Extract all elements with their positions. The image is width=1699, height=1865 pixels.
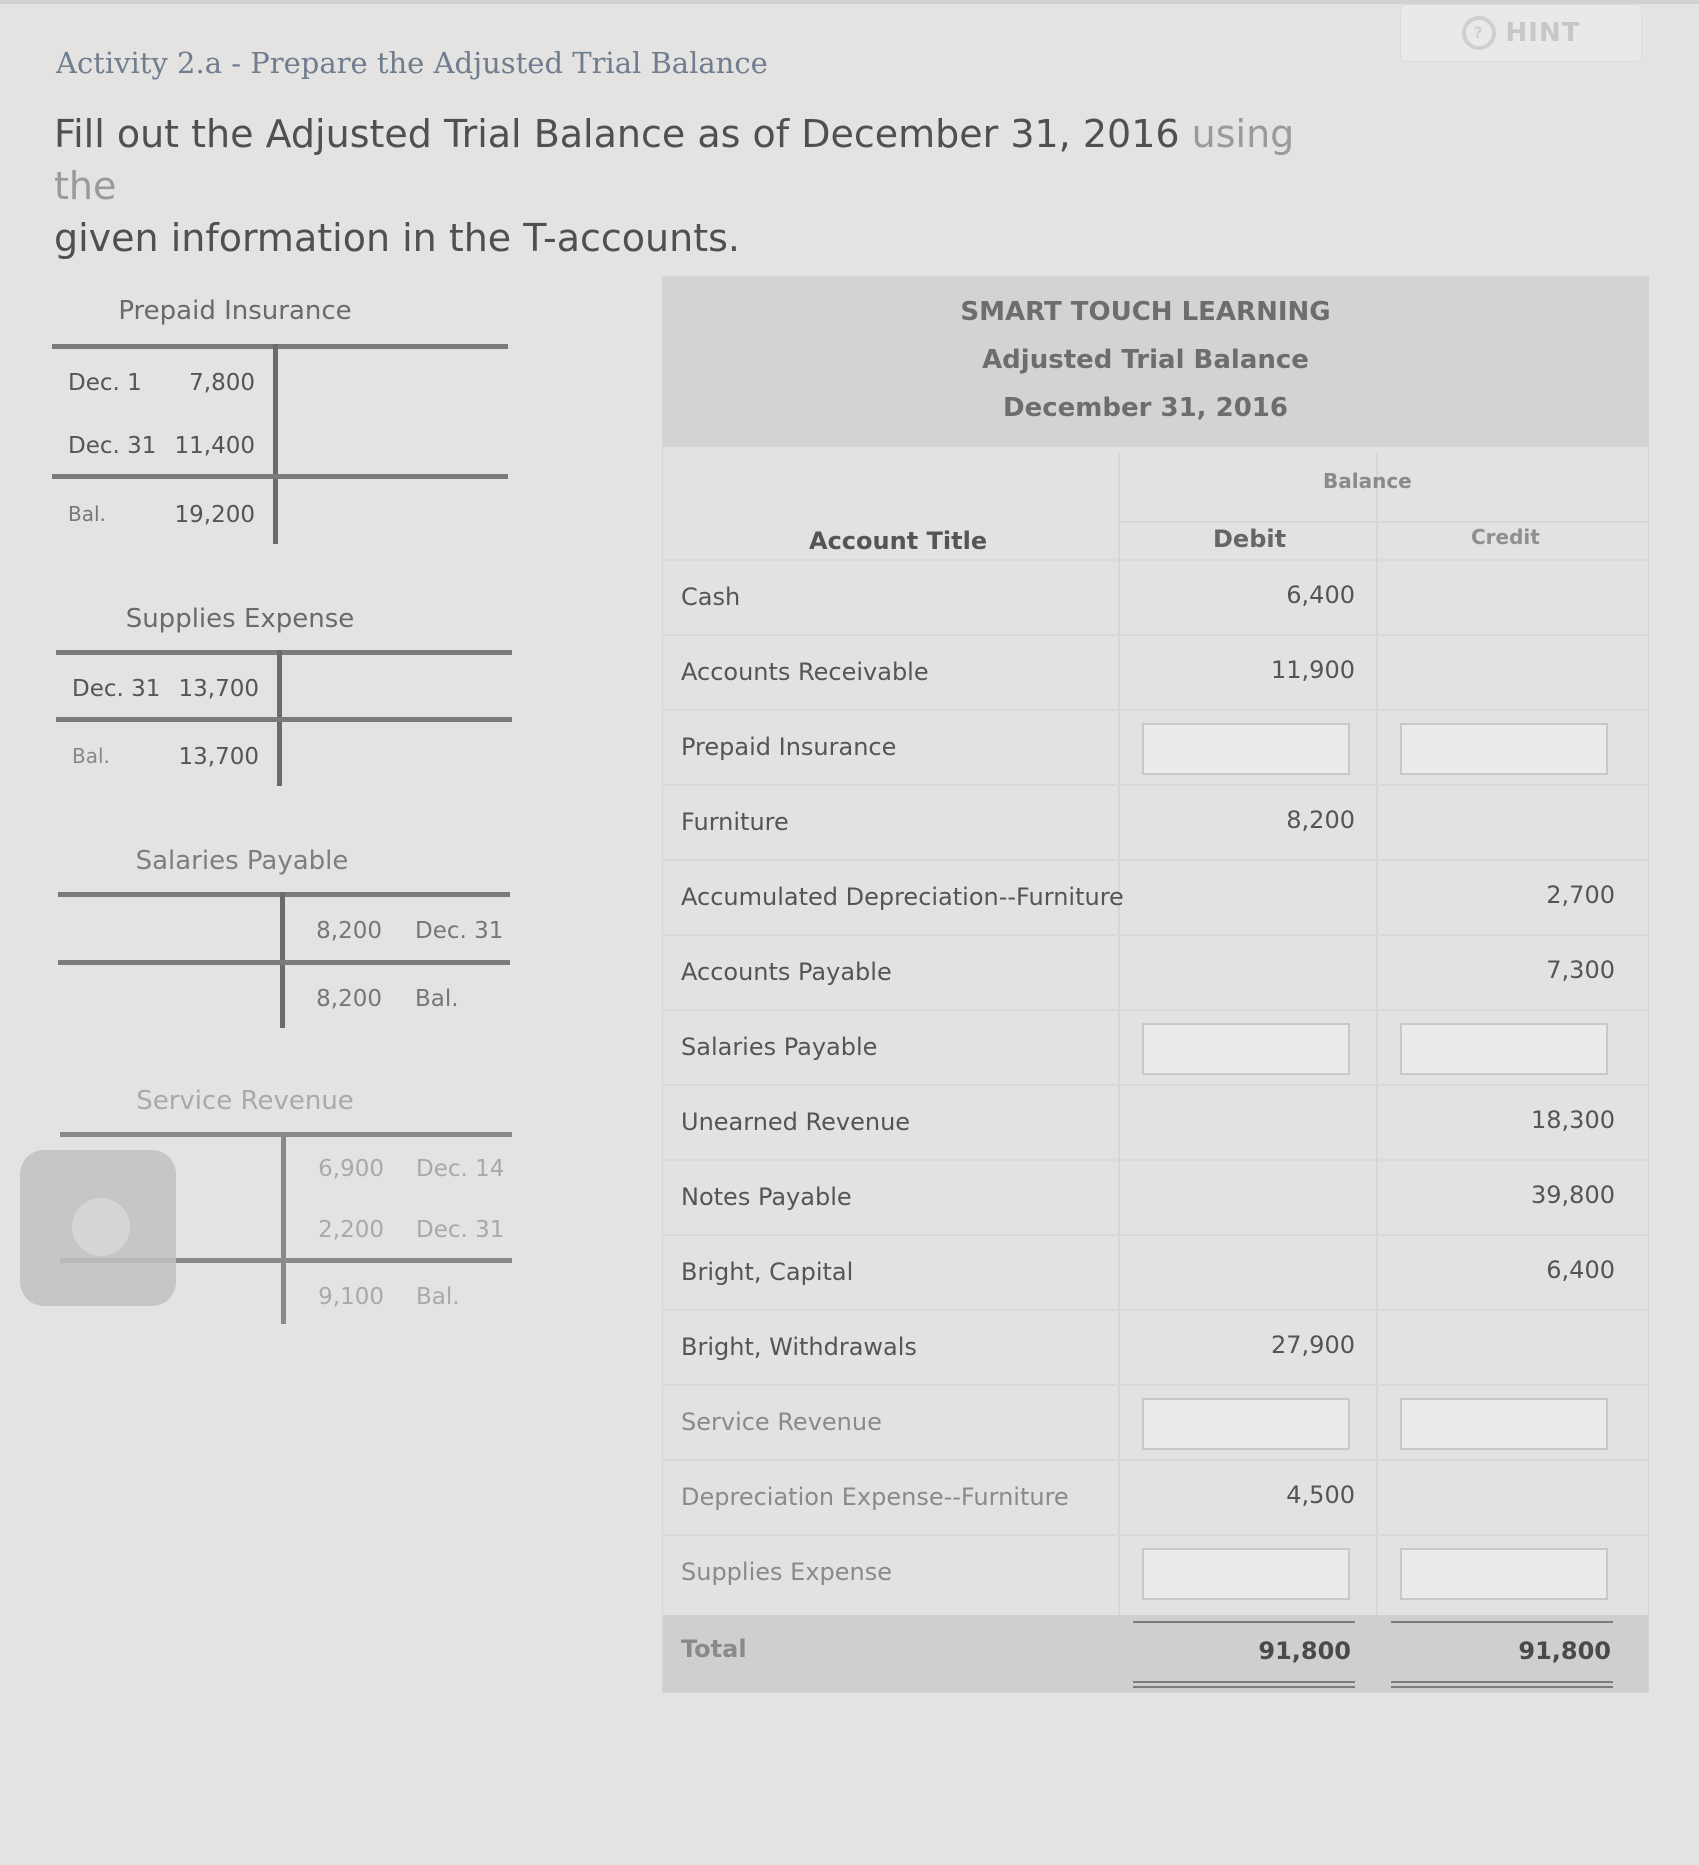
- account-title-cell: Bright, Withdrawals: [681, 1333, 917, 1361]
- double-underline: [1391, 1686, 1613, 1688]
- debit-input[interactable]: [1142, 1548, 1350, 1600]
- account-title-cell: Service Revenue: [681, 1408, 882, 1436]
- hint-button[interactable]: [1400, 4, 1642, 62]
- t-account-top-rule: [52, 344, 508, 349]
- account-title-cell: Supplies Expense: [681, 1558, 892, 1586]
- instruction-rest: given information in the T-accounts.: [54, 216, 740, 260]
- t-account-balance-rule: [52, 474, 508, 479]
- table-row: [663, 1234, 1648, 1311]
- account-title-cell: Depreciation Expense--Furniture: [681, 1483, 1069, 1511]
- account-title-cell: Bright, Capital: [681, 1258, 854, 1286]
- t-account-balance-rule: [56, 717, 512, 722]
- account-title-cell: Accumulated Depreciation--Furniture: [681, 883, 1124, 911]
- balance-header-rule: [1118, 521, 1648, 523]
- debit-input[interactable]: [1142, 1023, 1350, 1075]
- account-title-cell: Accounts Payable: [681, 958, 892, 986]
- company-name: SMART TOUCH LEARNING: [960, 297, 1331, 327]
- t-entry-amount: 2,200: [318, 1217, 384, 1243]
- col-credit: Credit: [1471, 525, 1540, 549]
- table-row: [663, 709, 1648, 786]
- account-title-cell: Accounts Receivable: [681, 658, 929, 686]
- table-row: [663, 1534, 1648, 1611]
- table-row: [663, 1084, 1648, 1161]
- t-balance-label: Bal.: [72, 744, 110, 768]
- total-label: Total: [681, 1635, 747, 1663]
- t-account-top-rule: [56, 650, 512, 655]
- t-balance-label: Bal.: [68, 502, 106, 526]
- table-row: [663, 1159, 1648, 1236]
- table-row: [663, 634, 1648, 711]
- t-account-title: Salaries Payable: [135, 846, 349, 876]
- t-entry-date: Dec. 1: [68, 370, 142, 396]
- adjusted-trial-balance-table: [662, 276, 1649, 1693]
- table-header: [663, 277, 1648, 447]
- assistive-knob-icon: [72, 1198, 130, 1256]
- single-underline: [1133, 1621, 1355, 1623]
- account-title-cell: Prepaid Insurance: [681, 733, 897, 761]
- t-account-salaries-payable: [58, 840, 518, 1040]
- debit-input[interactable]: [1142, 723, 1350, 775]
- credit-amount: 2,700: [1546, 881, 1615, 909]
- t-account-supplies-expense: [54, 598, 514, 798]
- hint-label: HINT: [1505, 18, 1581, 48]
- table-row: [663, 1009, 1648, 1086]
- t-entry-date: Dec. 31: [416, 1217, 505, 1243]
- table-row: [663, 859, 1648, 936]
- account-title-cell: Salaries Payable: [681, 1033, 878, 1061]
- credit-input[interactable]: [1400, 1548, 1608, 1600]
- double-underline: [1133, 1681, 1355, 1683]
- debit-amount: 27,900: [1271, 1331, 1355, 1359]
- account-title-cell: Cash: [681, 583, 741, 611]
- table-row: [663, 1309, 1648, 1386]
- t-entry-date: Dec. 31: [68, 433, 157, 459]
- t-account-title: Service Revenue: [136, 1086, 354, 1116]
- t-entry-amount: 8,200: [316, 918, 382, 944]
- table-row: [663, 1459, 1648, 1536]
- t-entry-date: Dec. 31: [415, 918, 504, 944]
- t-entry-date: Dec. 14: [416, 1156, 505, 1182]
- double-underline: [1391, 1681, 1613, 1683]
- t-account-balance-rule: [58, 960, 510, 965]
- credit-input[interactable]: [1400, 1398, 1608, 1450]
- t-entry-amount: 7,800: [189, 370, 255, 396]
- instruction-main: Fill out the Adjusted Trial Balance as of December 31, 2016: [54, 112, 1180, 156]
- account-title-cell: Unearned Revenue: [681, 1108, 911, 1136]
- account-title-cell: Notes Payable: [681, 1183, 852, 1211]
- debit-amount: 11,900: [1271, 656, 1355, 684]
- statement-date: December 31, 2016: [1003, 393, 1288, 423]
- account-title-cell: Furniture: [681, 808, 789, 836]
- credit-input[interactable]: [1400, 723, 1608, 775]
- col-debit: Debit: [1213, 525, 1287, 553]
- total-debit: 91,800: [1258, 1637, 1351, 1665]
- t-entry-amount: 6,900: [318, 1156, 384, 1182]
- credit-amount: 7,300: [1546, 956, 1615, 984]
- t-entry-date: Dec. 31: [72, 676, 161, 702]
- debit-amount: 8,200: [1286, 806, 1355, 834]
- t-account-title: Prepaid Insurance: [118, 296, 352, 326]
- debit-amount: 4,500: [1286, 1481, 1355, 1509]
- t-balance-amount: 19,200: [174, 502, 255, 528]
- total-credit: 91,800: [1518, 1637, 1611, 1665]
- t-entry-amount: 11,400: [174, 433, 255, 459]
- t-account-top-rule: [60, 1132, 512, 1137]
- table-row: [663, 1384, 1648, 1461]
- t-balance-label: Bal.: [416, 1284, 460, 1310]
- credit-amount: 39,800: [1531, 1181, 1615, 1209]
- t-account-prepaid-insurance: [50, 290, 510, 550]
- t-account-center-rule: [273, 344, 278, 544]
- col-balance: Balance: [1323, 469, 1412, 493]
- credit-amount: 18,300: [1531, 1106, 1615, 1134]
- t-balance-amount: 13,700: [178, 744, 259, 770]
- activity-title: Activity 2.a - Prepare the Adjusted Trial Balance: [56, 46, 768, 80]
- credit-input[interactable]: [1400, 1023, 1608, 1075]
- table-row: [663, 559, 1648, 636]
- debit-input[interactable]: [1142, 1398, 1350, 1450]
- debit-amount: 6,400: [1286, 581, 1355, 609]
- t-balance-label: Bal.: [415, 986, 459, 1012]
- single-underline: [1391, 1621, 1613, 1623]
- instruction-text: [54, 108, 1354, 264]
- table-row: [663, 934, 1648, 1011]
- t-entry-amount: 13,700: [178, 676, 259, 702]
- credit-amount: 6,400: [1546, 1256, 1615, 1284]
- t-account-title: Supplies Expense: [125, 604, 355, 634]
- table-row: [663, 784, 1648, 861]
- statement-name: Adjusted Trial Balance: [982, 345, 1309, 375]
- col-account-title: Account Title: [809, 527, 988, 555]
- double-underline: [1133, 1686, 1355, 1688]
- t-balance-amount: 8,200: [316, 986, 382, 1012]
- t-balance-amount: 9,100: [318, 1284, 384, 1310]
- total-row: [663, 1615, 1648, 1692]
- question-circle-icon: ?: [1462, 16, 1496, 50]
- floating-assistive-button[interactable]: [20, 1150, 176, 1306]
- instruction-faded: using the: [54, 112, 1295, 208]
